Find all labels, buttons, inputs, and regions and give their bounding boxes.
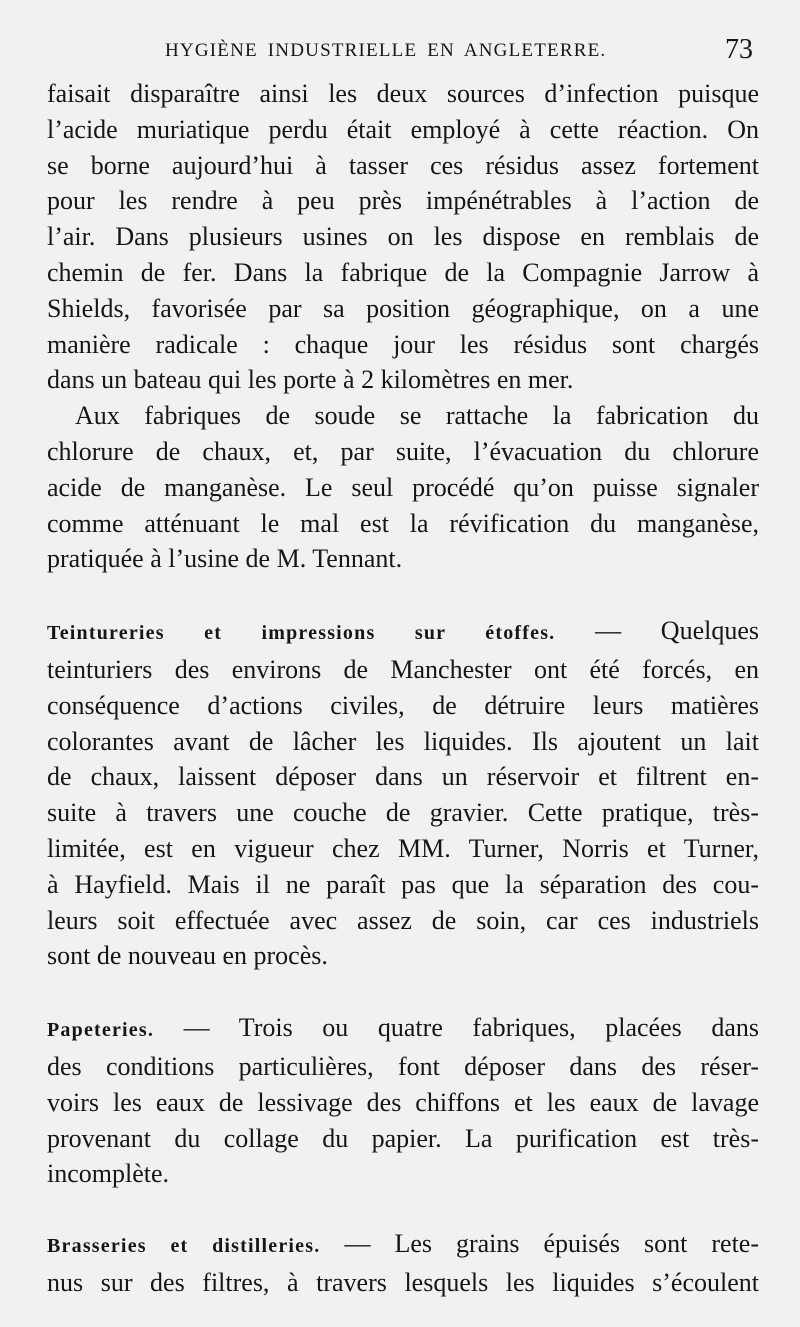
text-line: acide de manganèse. Le seul procédé qu’on puisse signaler [47, 472, 759, 502]
text-line: dans un bateau qui les porte à 2 kilomètres en mer. [47, 365, 574, 395]
paragraph [47, 398, 759, 577]
text-line: pour les rendre à peu près impénétrables à l’action de [47, 186, 759, 216]
text-line: limitée, est en vigueur chez MM. Turner, Norris et Turner, [47, 833, 759, 863]
section-teintureries [47, 613, 759, 974]
text-line [47, 613, 759, 652]
text-line: nus sur des filtres, à travers lesquels les liquides s’écoulent [47, 1267, 759, 1297]
section-heading: Papeteries. [47, 1019, 155, 1042]
text-line: suite à travers une couche de gravier. Cette pratique, très- [47, 798, 759, 828]
text-line: des conditions particulières, font déposer dans des réser- [47, 1051, 759, 1081]
text-line: provenant du collage du papier. La purification est très- [47, 1123, 759, 1153]
text-line: se borne aujourd’hui à tasser ces résidus assez fortement [47, 150, 759, 180]
section-brasseries [47, 1226, 759, 1301]
text-line: teinturiers des environs de Manchester ont été forcés, en [47, 654, 759, 684]
text-line: faisait disparaître ainsi les deux sources d’infection puisque [47, 79, 759, 108]
text-line: Shields, favorisée par sa position géographique, on a une [47, 293, 759, 323]
book-page [47, 0, 759, 1297]
text-line: pratiquée à l’usine de M. Tennant. [47, 544, 403, 574]
section-gap [47, 577, 759, 613]
body-text [47, 76, 759, 1301]
text-run: — Quelques [555, 616, 759, 646]
page-header [47, 0, 759, 68]
section-gap [47, 1192, 759, 1226]
text-run: — Trois ou quatre fabriques, placées dans [154, 1013, 759, 1043]
text-line: conséquence d’actions civiles, de détruire leurs matières [47, 690, 759, 720]
section-heading: Brasseries et distilleries. [47, 1235, 321, 1258]
text-line: l’air. Dans plusieurs usines on les dispose en remblais de [47, 222, 759, 252]
paragraph [47, 76, 759, 398]
section-heading: Teintureries et impressions sur étoffes. [47, 622, 556, 645]
text-line: chlorure de chaux, et, par suite, l’évacuation du chlorure [47, 436, 759, 466]
page-number: 73 [725, 34, 753, 65]
text-line: colorantes avant de lâcher les liquides. Ils ajoutent un lait [47, 726, 759, 756]
text-line: à Hayfield. Mais il ne paraît pas que la séparation des cou- [47, 869, 759, 899]
section-gap [47, 974, 759, 1010]
text-line [47, 1226, 759, 1265]
text-line: l’acide muriatique perdu était employé à cette réaction. On [47, 114, 759, 144]
running-title: HYGIÈNE INDUSTRIELLE EN ANGLETERRE. [165, 40, 607, 61]
text-line: leurs soit effectuée avec assez de soin, car ces industriels [47, 905, 759, 935]
text-run: — Les grains épuisés sont rete- [320, 1229, 759, 1259]
section-papeteries [47, 1010, 759, 1192]
text-line [47, 1010, 759, 1049]
text-line: Aux fabriques de soude se rattache la fabrication du [75, 401, 759, 431]
text-line: chemin de fer. Dans la fabrique de la Compagnie Jarrow à [47, 257, 759, 287]
text-line: comme atténuant le mal est la révification du manganèse, [47, 508, 759, 538]
text-line: sont de nouveau en procès. [47, 941, 328, 971]
text-line: manière radicale : chaque jour les résidus sont chargés [47, 329, 759, 359]
text-line: incomplète. [47, 1159, 170, 1189]
text-line: de chaux, laissent déposer dans un réservoir et filtrent en- [47, 762, 759, 792]
text-line: voirs les eaux de lessivage des chiffons et les eaux de lavage [47, 1087, 759, 1117]
